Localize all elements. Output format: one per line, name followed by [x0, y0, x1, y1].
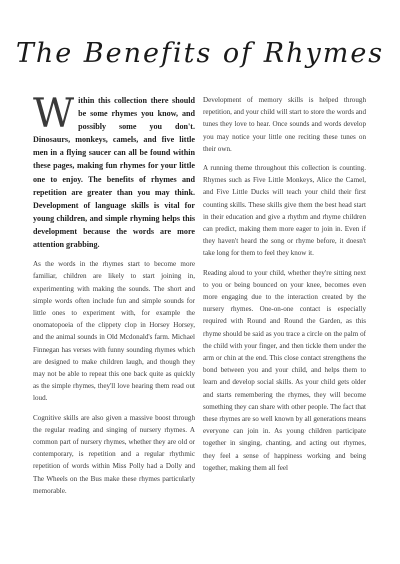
drop-cap: W: [33, 91, 75, 137]
body-paragraph: As the words in the rhymes start to become more familiar, children are likely to start joining in, experimenting with making the sounds. The short and simple words often include fun and simple sounds for little ones to experiment with, for example the onomatopoeia of the clippety clop in Horsey Horsey, and the animal sounds in Old Mcdonald's farm. Michael Finnegan has verses with funny sounding rhymes which are designed to make children laugh, and though they may not be able to repeat this one back quite as quickly as the simple rhymes, they'll love hearing them read out loud.: [33, 260, 195, 403]
body-paragraph: A running theme throughout this collection is counting. Rhymes such as Five Little Monkeys, Alice the Camel, and Five Little Ducks will teach your child their first counting skills. These skills give them the best head start in their education and give a rhythm and rhyme children can predict, making them more eager to join in. Even if they haven't heard the song or rhyme before, it doesn't take long for them to feel they know it.: [203, 164, 366, 258]
page-title: The Benefits of Rhymes: [15, 38, 385, 69]
body-paragraph: Cognitive skills are also given a massive boost through the regular reading and singing of nursery rhymes. A common part of nursery rhymes, whether they are old or contemporary, is repetition and a regular rhythmic repetition of words within Miss Polly had a Dolly and The Wheels on the Bus make these rhymes particularly memorable.: [33, 413, 195, 495]
right-column: [203, 94, 366, 481]
lead-paragraph: [33, 91, 195, 251]
body-paragraph: Reading aloud to your child, whether they're sitting next to you or being bounced on your knee, becomes even more engaging due to the interaction created by the nursery rhymes. One-on-one contact is especially required with Round and Round the Garden, as this rhyme should be said as you trace a circle on the palm of the child with your finger, and then tickle them under the arm or chin at the end. This close contact strengthens the bond between you and your child, and helps them to learn and develop social skills. As your child gets older and starts remembering the rhymes, they will become something they can share with other people. The fact that these rhymes are so well known by all generations means everyone can join in. As young children participate together in singing, chanting, and acting out rhymes, they feel a sense of happiness working and being together, making them all feel: [203, 268, 366, 472]
body-paragraph: Development of memory skills is helped through repetition, and your child will start to store the words and tunes they love to hear. Once sounds and words develop you may notice your little one reciting these tunes on their own.: [203, 96, 366, 153]
lead-text: ithin this collection there should be some rhymes you know, and possibly some you don't. Dinosaurs, monkeys, camels, and five little men in a flying saucer can all be found within these pages, making fun rhymes for your little one to enjoy. The benefits of rhymes and repetition are greater than you may think. Development of language skills is vital for young children, and simple rhyming helps this development because the words are more attention grabbing.: [33, 96, 195, 250]
left-column: [33, 91, 195, 504]
